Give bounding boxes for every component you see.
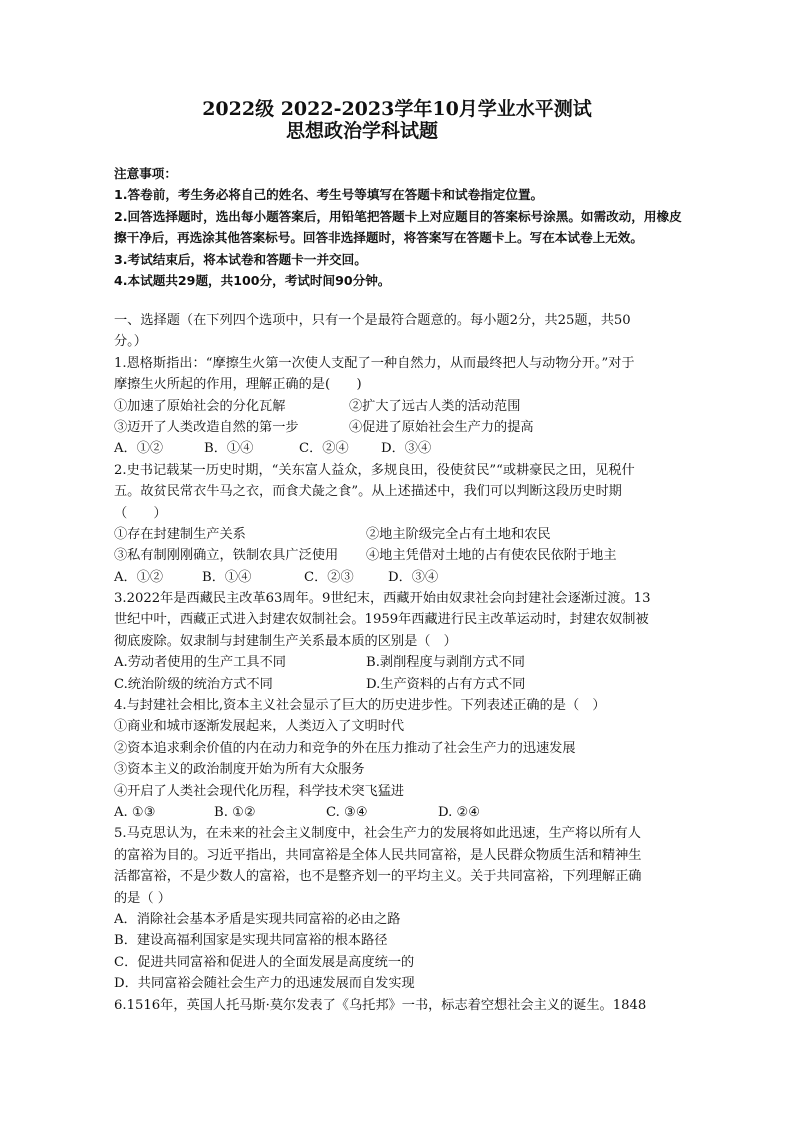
section-heading: 一、选择题（在下列四个选项中，只有一个是最符合题意的。每小题2分，共25题，共50 [114,313,631,328]
statement: ③迈开了人类改造自然的第一步 [114,419,299,435]
choice-a: A. ①③ [114,804,156,820]
choice-d: D. ②④ [438,804,481,820]
choice-c: C.统治阶级的统治方式不同 [114,676,273,692]
question-1-stem: 摩擦生火所起的作用，理解正确的是( ) [114,377,362,393]
question-1-stem: 1.恩格斯指出：“摩擦生火第一次使人支配了一种自然力，从而最终把人与动物分开。”对于 [114,355,635,371]
question-3-choices [114,652,686,673]
notice-item: 3.考试结束后，将本试卷和答题卡一并交回。 [114,251,367,267]
question-3-stem: 世纪中叶，西藏正式进入封建农奴制社会。1959年西藏进行民主改革运动时，封建农奴制被 [114,612,649,628]
question-2-statements [114,545,686,566]
question-2-stem: 五。故贫民常衣牛马之衣，而食犬彘之食”。从上述描述中，我们可以判断这段历史时期 [114,484,622,500]
question-5-stem: 的富裕为目的。习近平指出，共同富裕是全体人民共同富裕，是人民群众物质生活和精神生 [114,847,642,863]
choice-a: A.劳动者使用的生产工具不同 [114,655,286,671]
statement: ①存在封建制生产关系 [114,526,246,542]
choice-a: A．①② [114,441,164,457]
question-2-choices [114,567,686,588]
choice-a: A．①② [114,569,164,585]
choice-c: C．②④ [299,441,349,457]
notice-heading: 注意事项： [114,166,177,181]
question-1-statements [114,417,686,438]
choice-d: D．③④ [381,441,432,457]
question-4-stem: 4.与封建社会相比,资本主义社会显示了巨大的历史进步性。下列表述正确的是（ ） [114,698,606,714]
statement: ③资本主义的政治制度开始为所有大众服务 [114,762,365,778]
question-2-stem: （ ） [114,505,167,521]
choice-c: C．②③ [304,569,354,585]
statement: ③私有制刚刚确立，铁制农具广泛使用 [114,548,339,564]
choice-c: C. ③④ [326,804,368,820]
exam-title: 2022级 2022-2023学年10月学业水平测试 [202,98,592,120]
question-2-stem: 2.史书记载某一历史时期，“关东富人益众，多规良田，役使贫民”“或耕豪民之田，见税什 [114,462,635,478]
choice-b: B．①④ [204,441,254,457]
question-5-stem: 5.马克思认为，在未来的社会主义制度中，社会生产力的发展将如此迅速，生产将以所有人 [114,826,641,842]
choice-d: D．③④ [388,569,439,585]
choice-a: A．消除社会基本矛盾是实现共同富裕的必由之路 [114,911,401,927]
question-4-choices [114,802,686,823]
notice-item: 2.回答选择题时，选出每小题答案后，用铅笔把答题卡上对应题目的答案标号涂黑。如需改动，用橡皮 [114,208,682,224]
notice-item: 擦干净后，再选涂其他答案标号。回答非选择题时，将答案写在答题卡上。写在本试卷上无效。 [114,230,643,246]
question-5-stem: 的是（ ） [114,890,171,906]
question-3-stem: 3.2022年是西藏民主改革63周年。9世纪末，西藏开始由奴隶社会向封建社会逐渐过渡。13 [114,591,651,607]
exam-subtitle: 思想政治学科试题 [286,120,439,142]
choice-b: B. ①② [214,804,256,820]
question-1-choices [114,438,686,459]
statement: ④地主凭借对土地的占有使农民依附于地主 [366,548,617,564]
statement: ①加速了原始社会的分化瓦解 [114,398,286,414]
statement: ④促进了原始社会生产力的提高 [349,419,534,435]
notice-section [114,163,684,291]
choice-d: D.生产资料的占有方式不同 [366,676,526,692]
question-1-statements [114,396,686,417]
statement: ②资本追求剩余价值的内在动力和竞争的外在压力推动了社会生产力的迅速发展 [114,740,576,756]
choice-b: B.剥削程度与剥削方式不同 [366,655,525,671]
choice-b: B．①④ [202,569,252,585]
notice-item: 4.本试题共29题，共100分，考试时间90分钟。 [114,273,391,289]
question-5-stem: 活都富裕，不是少数人的富裕，也不是整齐划一的平均主义。关于共同富裕，下列理解正确 [114,869,642,885]
choice-d: D．共同富裕会随社会生产力的迅速发展而自发实现 [114,976,415,992]
question-body [114,310,686,1016]
question-2-statements [114,524,686,545]
choice-b: B．建设高福利国家是实现共同富裕的根本路径 [114,933,388,949]
notice-item: 1.答卷前，考生务必将自己的姓名、考生号等填写在答题卡和试卷指定位置。 [114,187,544,203]
statement: ①商业和城市逐渐发展起来，人类迈入了文明时代 [114,719,405,735]
question-6-stem: 6.1516年，英国人托马斯·莫尔发表了《乌托邦》一书，标志着空想社会主义的诞生。1848 [114,997,647,1013]
question-3-choices [114,674,686,695]
question-3-stem: 彻底废除。奴隶制与封建制生产关系最本质的区别是（ ） [114,633,457,649]
statement: ②地主阶级完全占有土地和农民 [366,526,551,542]
statement: ④开启了人类社会现代化历程，科学技术突飞猛进 [114,783,405,799]
statement: ②扩大了远古人类的活动范围 [349,398,521,414]
choice-c: C．促进共同富裕和促进人的全面发展是高度统一的 [114,954,415,970]
section-heading-cont: 分。） [114,334,147,350]
